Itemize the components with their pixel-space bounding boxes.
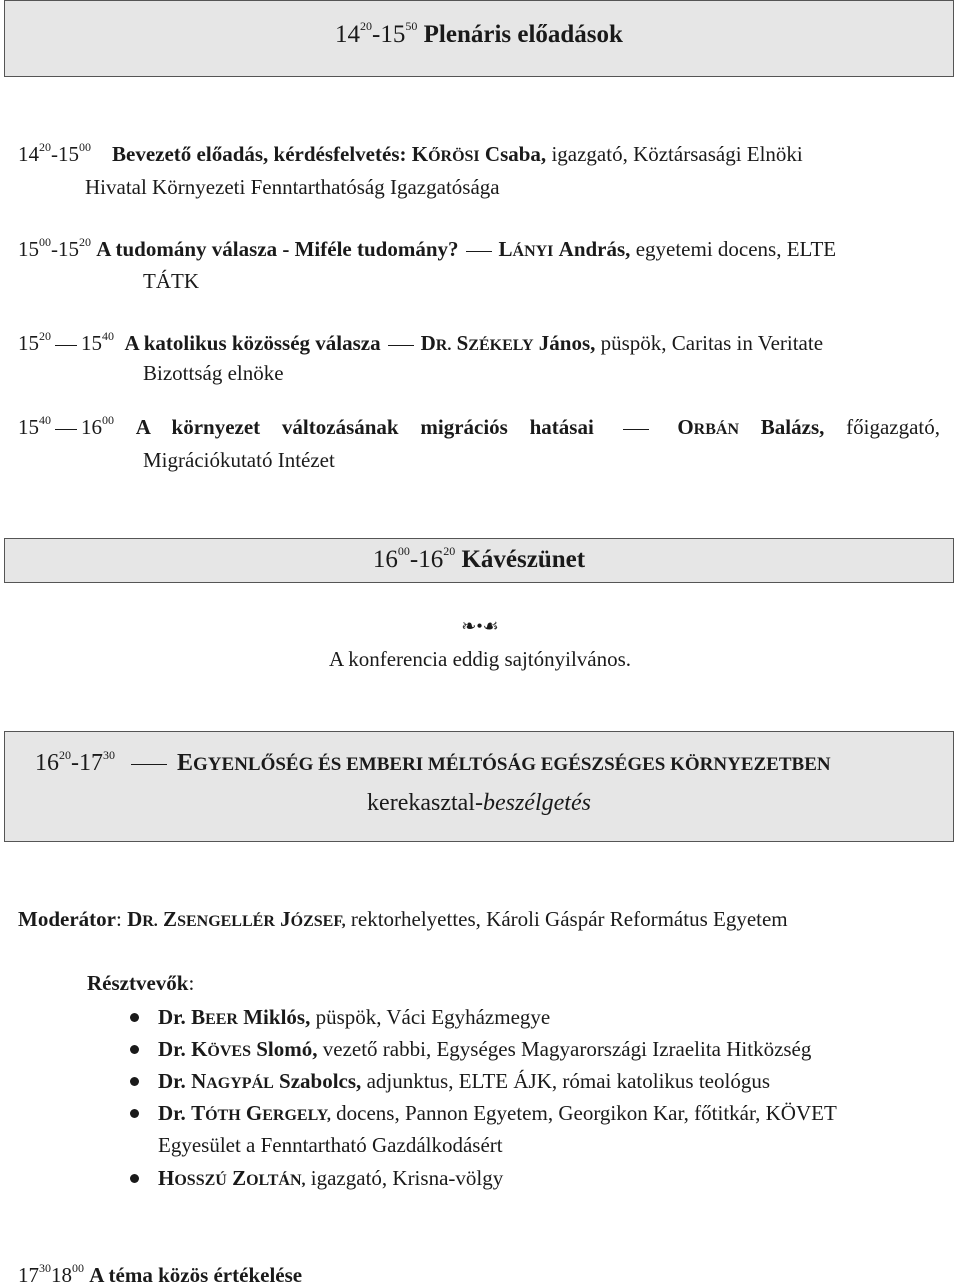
talk-time-min: 00 bbox=[102, 413, 114, 427]
participant-prefix: Dr. bbox=[158, 1005, 186, 1029]
talk-2-line-1 bbox=[18, 237, 836, 262]
participant-item bbox=[158, 1166, 503, 1191]
speaker-role: főigazgató, bbox=[846, 415, 941, 439]
participant-initial: T bbox=[191, 1101, 206, 1125]
coffee-time-min: 00 bbox=[397, 544, 410, 558]
time-end: -15 bbox=[372, 21, 406, 48]
dash-separator bbox=[131, 764, 167, 765]
talk-time-min: 00 bbox=[39, 235, 51, 249]
dash-separator bbox=[388, 345, 414, 346]
talk-title: A katolikus közösség válasza bbox=[124, 331, 381, 355]
speaker-role: egyetemi docens, ELTE bbox=[635, 237, 837, 261]
dash-separator bbox=[623, 429, 649, 430]
talk-time-min: 40 bbox=[102, 329, 114, 343]
participant-item bbox=[158, 1101, 837, 1126]
speaker-given: András, bbox=[558, 237, 631, 261]
speaker-prefix: D bbox=[420, 331, 436, 355]
talk-time: 15 bbox=[18, 331, 39, 355]
participant-initial: H bbox=[158, 1166, 175, 1190]
coffee-time: -16 bbox=[409, 546, 444, 573]
participant-given: ERGELY, bbox=[262, 1107, 331, 1124]
participant-item bbox=[158, 1069, 770, 1094]
moderator-prefix: D bbox=[127, 907, 143, 931]
coffee-time: 16 bbox=[372, 546, 398, 573]
speaker-role-cont: Hivatal Környezeti Fenntarthatóság Igazgatósága bbox=[85, 175, 500, 199]
bullet-icon bbox=[130, 1077, 139, 1086]
speaker-given: Balázs, bbox=[760, 415, 825, 439]
talk-time: -15 bbox=[51, 142, 79, 166]
participant-given: Slomó, bbox=[256, 1037, 318, 1061]
talk-4-line-1 bbox=[18, 415, 940, 440]
speaker-role-cont: Bizottság elnöke bbox=[143, 361, 284, 385]
participant-given: OLTÁN, bbox=[246, 1172, 306, 1189]
talk-time: -15 bbox=[51, 237, 79, 261]
plenary-header-box bbox=[4, 0, 954, 77]
talk-time: 15 bbox=[81, 331, 102, 355]
moderator-label: Moderátor bbox=[18, 907, 116, 931]
speaker-given: János, bbox=[538, 331, 596, 355]
speaker-initial: O bbox=[677, 415, 694, 439]
participant-initial: Z bbox=[232, 1166, 247, 1190]
speaker-surname: ÁNYI bbox=[512, 243, 554, 260]
participant-surname: ÖVES bbox=[207, 1043, 251, 1060]
coffee-time-min: 20 bbox=[443, 544, 456, 558]
moderator-given: ÓZSEF, bbox=[290, 913, 346, 930]
moderator-colon: : bbox=[115, 907, 122, 931]
bullet-icon bbox=[130, 1013, 139, 1022]
speaker-prefix: R. bbox=[435, 337, 452, 354]
talk-4-line-2 bbox=[143, 448, 335, 473]
plenary-header bbox=[5, 21, 953, 49]
roundtable-subtitle bbox=[5, 790, 953, 817]
talk-time: 14 bbox=[18, 142, 39, 166]
closing-time: 18 bbox=[51, 1263, 72, 1287]
moderator-surname: SENGELLÉR bbox=[177, 913, 275, 930]
moderator-prefix: R. bbox=[142, 913, 158, 930]
participant-role: igazgató, Krisna-völgy bbox=[310, 1166, 504, 1190]
roundtable-subtitle-plain: kerekasztal- bbox=[367, 790, 483, 816]
participant-role-cont: Egyesület a Fenntartható Gazdálkodásért bbox=[158, 1133, 503, 1157]
coffee-break bbox=[5, 546, 953, 574]
speaker-given: Csaba, bbox=[484, 142, 547, 166]
speaker-initial: L bbox=[498, 237, 513, 261]
press-note: A konferencia eddig sajtónyilvános. bbox=[328, 647, 632, 671]
roundtable-title: GYENLŐSÉG ÉS EMBERI MÉLTÓSÁG EGÉSZSÉGES KÖRNYEZETBEN bbox=[193, 754, 831, 775]
talk-time-min: 20 bbox=[79, 235, 91, 249]
closing-title: A téma közös értékelése bbox=[89, 1263, 303, 1287]
speaker-surname: RBÁN bbox=[693, 421, 740, 438]
participant-role: püspök, Váci Egyházmegye bbox=[315, 1005, 551, 1029]
moderator-initial: Z bbox=[163, 907, 178, 931]
closing-time-min: 00 bbox=[72, 1261, 84, 1275]
talk-time-min: 20 bbox=[39, 329, 51, 343]
talk-title: A környezet változásának migrációs hatásai bbox=[135, 415, 594, 439]
roundtable-subtitle-italic: beszélgetés bbox=[482, 790, 591, 816]
participant-role: adjunktus, ELTE ÁJK, római katolikus teológus bbox=[366, 1069, 771, 1093]
participant-surname: EER bbox=[205, 1011, 238, 1028]
speaker-role-cont: TÁTK bbox=[143, 269, 199, 293]
participant-initial: K bbox=[191, 1037, 208, 1061]
coffee-break-box bbox=[4, 538, 954, 583]
roundtable-time: -17 bbox=[71, 750, 103, 776]
talk-time: 15 bbox=[18, 415, 39, 439]
participant-role: docens, Pannon Egyetem, Georgikon Kar, főtitkár, KÖVET bbox=[336, 1101, 837, 1125]
dash-separator bbox=[55, 429, 77, 430]
talk-time: 15 bbox=[18, 237, 39, 261]
participant-item bbox=[158, 1037, 811, 1062]
dash-separator bbox=[466, 251, 492, 252]
dash-separator bbox=[55, 345, 77, 346]
speaker-initial: S bbox=[456, 331, 469, 355]
closing-time-min: 30 bbox=[39, 1261, 51, 1275]
talk-1-line-2 bbox=[85, 175, 500, 200]
closing-time: 17 bbox=[18, 1263, 39, 1287]
roundtable-time-min: 30 bbox=[103, 748, 115, 762]
participant-initial: N bbox=[191, 1069, 207, 1093]
participant-surname: ÓTH bbox=[205, 1107, 241, 1124]
participants-label: Résztvevők bbox=[87, 971, 189, 995]
moderator-line bbox=[18, 907, 788, 932]
participant-initial: G bbox=[245, 1101, 263, 1125]
roundtable-title-initial: E bbox=[177, 750, 194, 776]
participant-surname: AGYPÁL bbox=[206, 1075, 274, 1092]
talk-time: 16 bbox=[81, 415, 102, 439]
participant-prefix: Dr. bbox=[158, 1101, 186, 1125]
roundtable-time: 16 bbox=[35, 750, 59, 776]
speaker-initial: K bbox=[411, 142, 429, 166]
speaker-surname: ŐRÖSI bbox=[428, 148, 480, 165]
bullet-icon bbox=[130, 1045, 139, 1054]
bullet-icon bbox=[130, 1109, 139, 1118]
talk-title: Bevezető előadás, kérdésfelvetés: bbox=[112, 142, 407, 166]
roundtable-box bbox=[4, 731, 954, 842]
moderator-initial: J bbox=[280, 907, 291, 931]
speaker-role: igazgató, Köztársasági Elnöki bbox=[551, 142, 803, 166]
participant-item-cont bbox=[158, 1133, 503, 1158]
coffee-title: Kávészünet bbox=[461, 546, 586, 573]
participant-prefix: Dr. bbox=[158, 1037, 186, 1061]
participant-given: Szabolcs, bbox=[279, 1069, 362, 1093]
participant-item bbox=[158, 1005, 550, 1030]
speaker-role: püspök, Caritas in Veritate bbox=[600, 331, 824, 355]
roundtable-title-line bbox=[35, 750, 831, 777]
participant-initial: B bbox=[191, 1005, 206, 1029]
speaker-role-cont: Migrációkutató Intézet bbox=[143, 448, 335, 472]
participant-prefix: Dr. bbox=[158, 1069, 186, 1093]
speaker-surname: ZÉKELY bbox=[468, 337, 534, 354]
time-start-min: 20 bbox=[360, 19, 373, 33]
talk-time-min: 00 bbox=[79, 140, 91, 154]
talk-3-line-1 bbox=[18, 331, 823, 356]
talk-1-line-1 bbox=[18, 142, 803, 167]
ornament-divider: ❧•☙ bbox=[461, 616, 499, 636]
participant-surname: OSSZÚ bbox=[174, 1172, 227, 1189]
bullet-icon bbox=[130, 1174, 139, 1183]
roundtable-time-min: 20 bbox=[59, 748, 71, 762]
participant-role: vezető rabbi, Egységes Magyarországi Izraelita Hitközség bbox=[322, 1037, 812, 1061]
participant-given: Miklós, bbox=[243, 1005, 311, 1029]
time-end-min: 50 bbox=[405, 19, 418, 33]
closing-line bbox=[18, 1263, 302, 1288]
talk-time-min: 40 bbox=[39, 413, 51, 427]
talk-3-line-2 bbox=[143, 361, 284, 386]
plenary-title: Plenáris előadások bbox=[423, 21, 623, 48]
time-start: 14 bbox=[335, 21, 361, 48]
talk-2-line-2 bbox=[143, 269, 199, 294]
talk-time-min: 20 bbox=[39, 140, 51, 154]
moderator-role: rektorhelyettes, Károli Gáspár Református Egyetem bbox=[350, 907, 788, 931]
participants-heading: Résztvevők: bbox=[87, 971, 195, 995]
talk-title: A tudomány válasza - Miféle tudomány? bbox=[96, 237, 459, 261]
